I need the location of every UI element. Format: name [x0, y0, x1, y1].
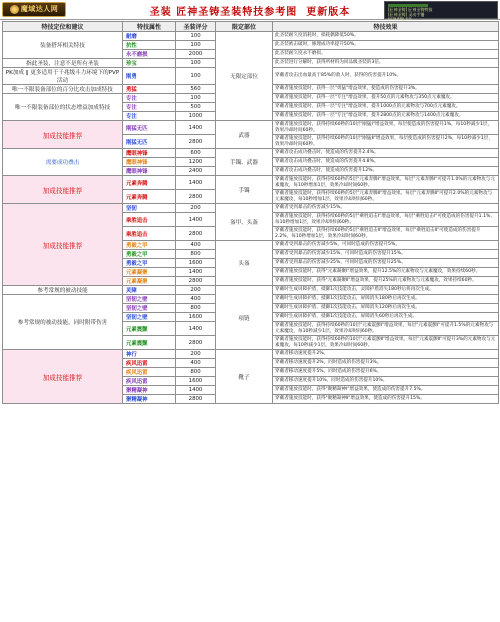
score-cell: 2800: [176, 395, 216, 404]
recommendation-cell: PK加成 ‖ 更多适用于千兆级斗力环境下的PVP活动: [3, 68, 123, 85]
skill-table: [2, 21, 499, 404]
score-cell: 100: [176, 41, 216, 50]
score-cell: 800: [176, 368, 216, 377]
effect-cell: 穿戴者施放技能时，获得持续60秒的5层"乘胜追击Ⅱ"增益效果，每层"乘胜追击Ⅱ"可使造成的伤害提升2.2%，每10秒增加1层，效果冷却时间60秒。: [273, 227, 499, 241]
score-cell: 200: [176, 286, 216, 295]
score-cell: 100: [176, 32, 216, 41]
effect-cell: 此圣装耐久度永不磨损。: [273, 50, 499, 59]
recommendation-cell: 需要成功叠击: [3, 149, 123, 176]
attribute-cell: 元素震颤: [123, 336, 176, 350]
attribute-cell: 耐磨: [123, 32, 176, 41]
attribute-cell: 疾风迅雷: [123, 368, 176, 377]
recommendation-cell: 加成技能推荐: [3, 121, 123, 149]
part-cell: 项链: [216, 286, 273, 350]
effect-cell: 穿戴时生成屏障护盾，抵御1次技能攻击，屏障消失180秒后再次生成。: [273, 295, 499, 304]
attribute-cell: 坚韧之壁: [123, 304, 176, 313]
effect-cell: 穿戴者施放技能时，获得"聚精凝神Ⅱ"增益效果，使造成的伤害提升15%。: [273, 395, 499, 404]
effect-cell: 穿戴时生成屏障护盾，抵御1次技能攻击，灵障护盾消失180秒后将再次生成。: [273, 286, 499, 295]
attribute-cell: 勇毅之甲: [123, 241, 176, 250]
score-cell: 1400: [176, 386, 216, 395]
score-cell: 2800: [176, 227, 216, 241]
attribute-cell: 乘胜追击: [123, 227, 176, 241]
attribute-cell: 元素凝聚: [123, 268, 176, 277]
effect-cell: 穿戴者施放技能时，获得持续60秒的10层"刚猛Ⅱ"增益效果，每层使造成的伤害提升2%，每10秒减少1层，效果冷却时间60秒。: [273, 135, 499, 149]
attribute-cell: 珍宝: [123, 59, 176, 68]
part-cell: 靴子: [216, 350, 273, 404]
score-cell: 400: [176, 359, 216, 368]
banner: [0, 0, 500, 20]
recommendation-cell: 指此圣装，注意不是所有圣装: [3, 59, 123, 68]
part-cell: 手镯、武器: [216, 149, 273, 176]
effect-cell: 穿戴者受到暴击的伤害减少25%，可同时造成的伤害提升25%。: [273, 259, 499, 268]
effect-cell: 穿戴者移动速度提升5%，同时造成的伤害提升6%。: [273, 368, 499, 377]
attribute-cell: 专注: [123, 94, 176, 103]
score-cell: 2800: [176, 190, 216, 204]
attribute-cell: 勇毅之甲: [123, 250, 176, 259]
score-cell: 100: [176, 68, 216, 85]
thumb-line: [匠神圣铸] 匠神圣铸特技: [388, 7, 433, 12]
attribute-cell: 元素奔腾: [123, 190, 176, 204]
attribute-cell: 疾风迅雷: [123, 377, 176, 386]
score-cell: 200: [176, 204, 216, 213]
part-cell: 盔甲、头盔: [216, 204, 273, 241]
score-cell: 1600: [176, 259, 216, 268]
effect-cell: 此圣装耐久度消耗时，损耗偶降低50%。: [273, 32, 499, 41]
effect-cell: 穿戴者攻击成功叠击时，使造成的伤害提升12%。: [273, 167, 499, 176]
effect-cell: 穿戴者施放技能时，获得持续60秒的10层"刚猛Ⅰ"增益效果，每层使造成的伤害提升1%，每10秒减少1层，效果冷却时间60秒。: [273, 121, 499, 135]
score-cell: 2000: [176, 50, 216, 59]
recommendation-cell: 装备搭坏相关特技: [3, 32, 123, 59]
score-cell: 600: [176, 149, 216, 158]
score-cell: 1600: [176, 377, 216, 386]
attribute-cell: 坚韧之壁: [123, 313, 176, 322]
attribute-cell: 聚精凝神: [123, 395, 176, 404]
score-cell: 1600: [176, 313, 216, 322]
effect-cell: 穿戴者受到暴击的伤害减少15%，可同时造成的伤害提升15%。: [273, 250, 499, 259]
score-cell: 1000: [176, 112, 216, 121]
table-row: [3, 149, 499, 158]
score-cell: 2800: [176, 336, 216, 350]
effect-cell: 穿戴者攻击成功叠击时，使造成的伤害提升4.8%。: [273, 158, 499, 167]
score-cell: 2400: [176, 167, 216, 176]
attribute-cell: 刚猛无匹: [123, 135, 176, 149]
part-cell: 手镯: [216, 176, 273, 204]
part-cell: 头盔: [216, 241, 273, 286]
game-screenshot-thumbnail: [384, 1, 498, 19]
effect-cell: 此圣装进行分解时，获得所材料为同品级圣装的3倍。: [273, 59, 499, 68]
effect-cell: 穿戴者受到暴击的伤害减少15%。: [273, 204, 499, 213]
attribute-cell: 勇猛: [123, 85, 176, 94]
header-recommendation: 特技定位和建议: [3, 22, 123, 32]
effect-cell: 穿戴者施放技能时，获得"元素凝聚Ⅰ"增益效果，提升12.5%的元素物攻与元素魔攻，效果持续60秒。: [273, 268, 499, 277]
effect-cell: 穿戴者施放技能时，获得持续60秒的5层"乘胜追击Ⅰ"增益效果，每层"乘胜追击Ⅰ"可使造成的伤害提升1.1%，每10秒增加1层，效果冷却时间60秒。: [273, 213, 499, 227]
effect-cell: 穿戴者施放技能时，获得"聚精凝神Ⅰ"增益效果，使造成的伤害提升7.5%。: [273, 386, 499, 395]
attribute-cell: 刚猛无匹: [123, 121, 176, 135]
effect-cell: 此圣装被击破时，修理成功率提升50%。: [273, 41, 499, 50]
attribute-cell: 鹰眼神锋: [123, 158, 176, 167]
effect-cell: 穿戴者受到暴击的伤害减少5%，可同时造成的伤害提升5%。: [273, 241, 499, 250]
effect-cell: 穿戴者施放技能时，获得持续60秒的10层"元素震颤Ⅱ"增益效果，每层"元素震颤Ⅱ"可提升3%的元素物攻与元素魔攻，每10秒减少1层，效果冷却时间60秒。: [273, 336, 499, 350]
effect-cell: 穿戴者施放技能时，获得持续60秒的5层"元素奔腾Ⅰ"增益效果。每层"元素奔腾Ⅰ"可提升1.0%的元素物攻与元素魔攻，每10秒增加1层，效果冷却时间60秒。: [273, 176, 499, 190]
score-cell: 100: [176, 94, 216, 103]
effect-cell: 穿戴者施放技能时，获得一层"专注"增益效果，提升50点的元素物攻与350点元素魔攻。: [273, 94, 499, 103]
table-row: [3, 32, 499, 41]
part-cell: 无限定部位: [216, 32, 273, 121]
recommendation-cell: 参考常规的被动技能: [3, 286, 123, 295]
attribute-cell: 鹰眼神锋: [123, 149, 176, 158]
attribute-cell: 元素奔腾: [123, 176, 176, 190]
header-effect: 特技效果: [273, 22, 499, 32]
recommendation-cell: 唯一不限装备部位的状态增益加成特技: [3, 94, 123, 121]
attribute-cell: 勇毅之甲: [123, 259, 176, 268]
score-cell: 1400: [176, 213, 216, 227]
score-cell: 500: [176, 103, 216, 112]
score-cell: 1400: [176, 176, 216, 190]
header-part: 限定部位: [216, 22, 273, 32]
effect-cell: 穿戴者移动速度提升10%，同时造成的伤害提升10%。: [273, 377, 499, 386]
attribute-cell: 鹰眼神锋: [123, 167, 176, 176]
attribute-cell: 刚勇: [123, 68, 176, 85]
effect-cell: 穿戴者攻击成功叠击时，使造成的伤害提升2.4%。: [273, 149, 499, 158]
attribute-cell: 神行: [123, 350, 176, 359]
attribute-cell: 抗性: [123, 41, 176, 50]
attribute-cell: 专注: [123, 103, 176, 112]
score-cell: 2800: [176, 277, 216, 286]
table-row: [3, 204, 499, 213]
effect-cell: 穿戴者施放技能时，获得持续60秒的5层"元素奔腾Ⅱ"增益效果。每层"元素奔腾Ⅱ"可提升2.0%的元素物攻与元素魔攻，每10秒增加1层，效果冷却时间60秒。: [273, 190, 499, 204]
attribute-cell: 乘胜追击: [123, 213, 176, 227]
attribute-cell: 专注: [123, 112, 176, 121]
table-header-row: [3, 22, 499, 32]
attribute-cell: 坚韧: [123, 204, 176, 213]
score-cell: 400: [176, 241, 216, 250]
effect-cell: 穿戴时生成屏障护盾，抵御1次技能攻击，屏障消失60秒后再次生成。: [273, 313, 499, 322]
effect-cell: 穿戴者移动速度提升2%。: [273, 350, 499, 359]
effect-cell: 穿戴者施放技能时，获得一层"勇猛"增益效果，使造成的伤害提升3%。: [273, 85, 499, 94]
effect-cell: 穿戴时生成屏障护盾，抵御1次技能攻击，屏障消失120秒后再次生成。: [273, 304, 499, 313]
effect-cell: 穿戴者施放技能时，获得持续60秒的10层"元素震颤Ⅰ"增益效果，每层"元素震颤Ⅰ"可提升1.5%的元素物攻与元素魔攻，每10秒减少1层，效果冷却时间60秒。: [273, 322, 499, 336]
attribute-cell: 灵障: [123, 286, 176, 295]
score-cell: 2800: [176, 135, 216, 149]
effect-cell: 穿戴者移动速度提升2%，同时造成的伤害提升3%。: [273, 359, 499, 368]
attribute-cell: 聚精凝神: [123, 386, 176, 395]
recommendation-cell: 加成技能推荐: [3, 204, 123, 286]
thumb-line: [匠神圣铸] 专注: [388, 17, 413, 21]
header-attribute: 特技属性: [123, 22, 176, 32]
attribute-cell: 元素凝聚: [123, 277, 176, 286]
recommendation-cell: 加成技能推荐: [3, 176, 123, 204]
thumb-line: [匠神圣铸] 灵动手镯: [388, 11, 425, 17]
page-title-version: 更新版本: [306, 7, 351, 18]
score-cell: 800: [176, 250, 216, 259]
score-cell: 1400: [176, 268, 216, 277]
attribute-cell: 元素震颤: [123, 322, 176, 336]
recommendation-cell: 参考常规的被动技能，同时附带伤害: [3, 295, 123, 350]
recommendation-cell: 唯一不限装备部位的百分比攻击加成特技: [3, 85, 123, 94]
effect-cell: 穿戴者施放技能时，获得一层"专注"增益效果，提升1000点的元素物攻与700点元素魔攻。: [273, 103, 499, 112]
score-cell: 1400: [176, 121, 216, 135]
header-score: 圣装评分: [176, 22, 216, 32]
table-row: [3, 121, 499, 135]
table-row: [3, 176, 499, 190]
part-cell: 武器: [216, 121, 273, 149]
effect-cell: 穿戴者施放技能时，获得一层"专注"增益效果，提升2800点的元素物攻与1400点元素魔攻。: [273, 112, 499, 121]
effect-cell: 穿戴者攻击出血量高于85%的敌人时，获得的伤害提升10%。: [273, 68, 499, 85]
table-row: [3, 286, 499, 295]
score-cell: 800: [176, 304, 216, 313]
recommendation-cell: 加成技能推荐: [3, 350, 123, 404]
attribute-cell: 永不磨损: [123, 50, 176, 59]
score-cell: 1400: [176, 322, 216, 336]
page-title-main: 圣装 匠神圣铸圣装特技参考图: [149, 7, 298, 18]
score-cell: 1200: [176, 158, 216, 167]
logo-text: 魔域达人网: [20, 5, 59, 13]
effect-cell: 穿戴者施放技能时，获得"元素凝聚Ⅱ"增益效果，提升25%的元素物攻与元素魔攻，效果持续60秒。: [273, 277, 499, 286]
score-cell: 200: [176, 350, 216, 359]
score-cell: 400: [176, 295, 216, 304]
table-row: [3, 350, 499, 359]
score-cell: 560: [176, 85, 216, 94]
score-cell: 100: [176, 59, 216, 68]
attribute-cell: 坚韧之壁: [123, 295, 176, 304]
attribute-cell: 疾风迅雷: [123, 359, 176, 368]
